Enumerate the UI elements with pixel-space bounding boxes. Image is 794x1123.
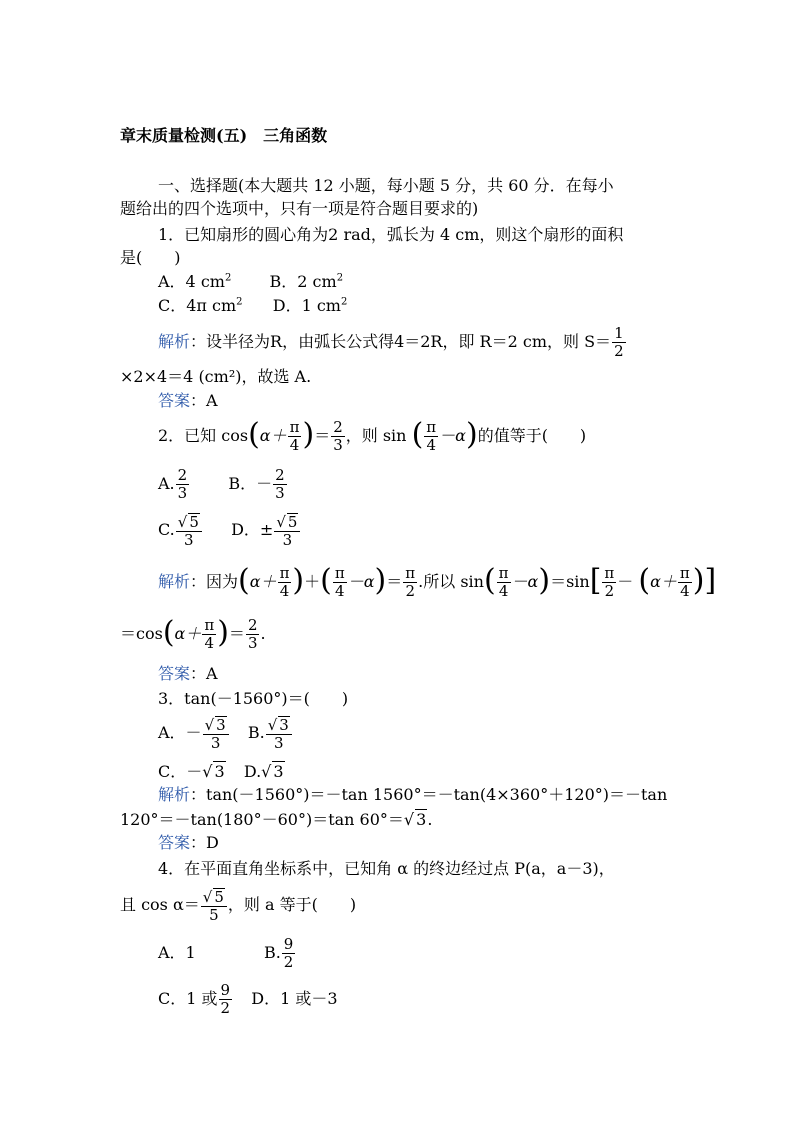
q2-answer: 答案：A [158,664,218,683]
solution-label: 解析 [158,572,191,591]
q1-option-d: D．1 $cm^2$ [272,296,348,315]
answer-label: 答案 [158,664,191,683]
fraction-sqrt5-over-5: $\frac{√ 5}{5}$ [201,888,227,924]
page-title: 章末质量检测(五) 三角函数 [120,126,328,145]
q1-options-row1 [158,272,343,292]
q3-option-c: C．－√ 3 [158,762,225,781]
q2-option-c: C. $\frac{√ 5}{3}$ [158,520,203,539]
q2-solution-line2: ＝cos(α＋ $\frac{\pi}{4}$ )＝ $\frac{2}{3}$ . [120,615,266,652]
q3-solution-line1: 解析：tan(－1560°)＝－tan 1560°＝－tan(4×360°＋120°)＝－tan [158,785,668,804]
q3-options-row1 [158,710,293,756]
q4-option-d: D．1 或－3 [251,989,338,1008]
q4-options-row2 [158,976,338,1022]
q4-stem-line1: 4．在平面直角坐标系中，已知角 α 的终边经过点 P(a，a－3)， [158,859,615,878]
q1-option-b: B．2 $cm^2$ [269,272,344,291]
q2-option-b: B．－ $\frac{2}{3}$ [228,466,285,502]
solution-label: 解析 [158,332,191,351]
q3-stem: 3．tan(－1560°)＝( ) [158,689,349,708]
fraction-one-half: $\frac{1}{2}$ [614,324,624,360]
q2-option-d: D．± $\frac{√ 5}{3}$ [231,520,301,539]
q3-option-b: B. $\frac{√ 3}{3}$ [248,723,293,742]
section-heading-line1 [158,176,614,196]
q3-answer: 答案：D [158,833,219,852]
q3-option-a: A．－ $\frac{√ 3}{3}$ [158,723,230,742]
q3-options-row2 [158,761,285,782]
q4-stem-line2: 且 cos α＝ $\frac{√ 5}{5}$ ，则 a 等于( ) [120,887,357,924]
q4-option-c: C．1 或 $\frac{9}{2}$ [158,981,231,1017]
q2-options-row1 [158,466,288,502]
solution-label: 解析 [158,785,191,804]
q2-options-row2 [158,512,301,549]
q1-options-row2 [158,296,347,316]
q2-stem: 2．已知 cos(α＋ $\frac{\pi}{4}$ )＝ $\frac{2}{3}$ ，则 sin ( $\frac{\pi}{4}$ －α)的值等于( ) [158,417,587,454]
section-heading-line2: 题给出的四个选项中，只有一项是符合题目要求的) [120,199,479,218]
q1-solution-line2: ×2×4＝4 (cm²)，故选 A. [120,367,312,386]
q1-answer: 答案：A [158,391,218,410]
q1-stem-line1: 1．已知扇形的圆心角为2 rad，弧长为 4 cm，则这个扇形的面积 [158,225,624,244]
q3-solution-line2: 120°＝－tan(180°－60°)＝tan 60°＝√ 3. [120,810,433,829]
q2-solution-line1: 解析：因为(α＋ $\frac{\pi}{4}$ )＋( $\frac{\pi}{4}$ －α)＝ $\frac{\pi}{2}$ .所以 sin( $\frac{\pi}{4}$ －α)＝sin[ $\frac{\pi}{2}$ － (α＋ $\frac{\pi}{4}$ )] [158,563,717,600]
q4-options-row1 [158,930,296,976]
q1-option-c: C．4π $cm^2$ [158,296,243,315]
q1-stem-line2: 是( ) [120,248,181,267]
answer-label: 答案 [158,833,191,852]
q4-option-b: B. $\frac{9}{2}$ [263,935,294,971]
q2-option-a: A. $\frac{2}{3}$ [158,466,188,502]
q1-option-a: A．4 $cm^2$ [158,272,232,291]
section-heading-text-1: 一、选择题(本大题共 12 小题，每小题 5 分，共 60 分．在每小 [158,176,614,195]
q4-option-a: A．1 [158,943,196,962]
q1-solution-line1: 解析：设半径为R，由弧长公式得4＝2R，即 R＝2 cm，则 S＝ $\frac{1}{2}$ [158,324,624,360]
q3-option-d: D.√ 3 [243,762,284,781]
answer-label: 答案 [158,391,191,410]
